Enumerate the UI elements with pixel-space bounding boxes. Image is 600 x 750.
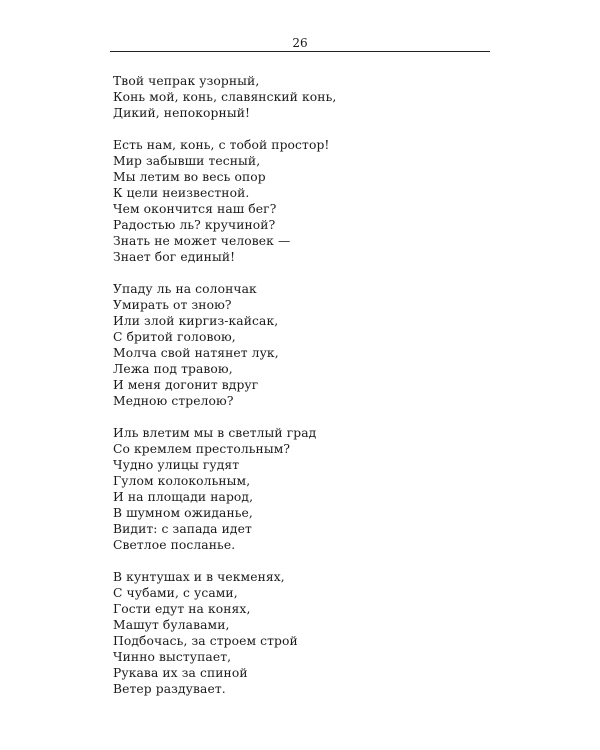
poem-line: Дикий, непокорный!: [113, 106, 251, 120]
stanza: [113, 569, 336, 697]
poem-line: Светлое посланье.: [113, 538, 236, 552]
poem-line: Знать не может человек —: [113, 234, 291, 248]
stanza: [113, 425, 336, 553]
stanza: [113, 281, 336, 409]
poem-line: Мы летим во весь опор: [113, 170, 266, 184]
poem-line: Есть нам, конь, с тобой простор!: [113, 138, 330, 152]
poem-line: В шумном ожиданье,: [113, 506, 253, 520]
poem-line: И меня догонит вдруг: [113, 378, 259, 392]
poem-line: Подбочась, за строем строй: [113, 634, 298, 648]
poem-line: Рукава их за спиной: [113, 666, 248, 680]
poem-line: Умирать от зною?: [113, 298, 232, 312]
poem-line: Знает бог единый!: [113, 250, 236, 264]
poem-line: И на площади народ,: [113, 490, 254, 504]
poem-line: К цели неизвестной.: [113, 186, 250, 200]
poem-line: Молча свой натянет лук,: [113, 346, 279, 360]
poem-line: Машут булавами,: [113, 618, 230, 632]
poem-line: Видит: с запада идет: [113, 522, 252, 536]
header-rule: [110, 51, 490, 52]
poem-line: Упаду ль на солончак: [113, 282, 257, 296]
poem-line: Твой чепрак узорный,: [113, 74, 260, 88]
poem-line: Мир забывши тесный,: [113, 154, 261, 168]
poem-text: [113, 73, 336, 713]
poem-line: Конь мой, конь, славянский конь,: [113, 90, 337, 104]
poem-line: Гости едут на конях,: [113, 602, 251, 616]
poem-line: С бритой головою,: [113, 330, 236, 344]
poem-line: В кунтушах и в чекменях,: [113, 570, 285, 584]
poem-line: Чинно выступает,: [113, 650, 232, 664]
poem-line: Радостью ль? кручиной?: [113, 218, 276, 232]
page-number: 26: [292, 36, 308, 50]
poem-line: С чубами, с усами,: [113, 586, 238, 600]
poem-line: Гулом колокольным,: [113, 474, 251, 488]
poem-line: Чудно улицы гудят: [113, 458, 240, 472]
poem-line: Медною стрелою?: [113, 394, 234, 408]
poem-line: Иль влетим мы в светлый град: [113, 426, 317, 440]
stanza: [113, 137, 336, 265]
poem-line: Или злой киргиз-кайсак,: [113, 314, 279, 328]
poem-line: Ветер раздувает.: [113, 682, 226, 696]
poem-line: Лежа под травою,: [113, 362, 233, 376]
stanza: [113, 73, 336, 121]
poem-line: Чем окончится наш бег?: [113, 202, 277, 216]
poem-line: Со кремлем престольным?: [113, 442, 291, 456]
